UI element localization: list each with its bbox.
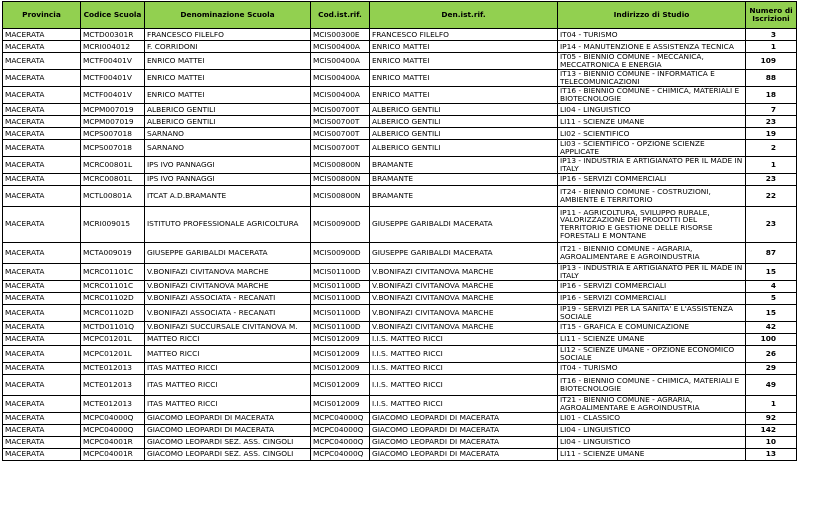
cell-cod-ist-rif: MCIS00800N [311, 185, 370, 206]
cell-den-ist-rif: GIUSEPPE GARIBALDI MACERATA [370, 242, 558, 263]
cell-indirizzo: LI11 - SCIENZE UMANE [558, 116, 746, 128]
table-row [3, 263, 797, 280]
cell-iscrizioni: 87 [746, 242, 797, 263]
table-row [3, 87, 797, 104]
cell-indirizzo: IP16 - SERVIZI COMMERCIALI [558, 173, 746, 185]
cell-denominazione: GIACOMO LEOPARDI DI MACERATA [145, 412, 311, 424]
cell-codice-scuola: MCRI004012 [81, 41, 145, 53]
cell-den-ist-rif: V.BONIFAZI CIVITANOVA MARCHE [370, 304, 558, 321]
table-row [3, 41, 797, 53]
cell-iscrizioni: 1 [746, 156, 797, 173]
table-row [3, 436, 797, 448]
cell-codice-scuola: MCPM007019 [81, 116, 145, 128]
cell-codice-scuola: MCPM007019 [81, 104, 145, 116]
cell-cod-ist-rif: MCIS00700T [311, 128, 370, 140]
cell-denominazione: ENRICO MATTEI [145, 70, 311, 87]
table-row [3, 53, 797, 70]
cell-provincia: MACERATA [3, 345, 81, 362]
cell-codice-scuola: MCTE012013 [81, 374, 145, 395]
cell-codice-scuola: MCTA009019 [81, 242, 145, 263]
cell-cod-ist-rif: MCIS012009 [311, 374, 370, 395]
cell-iscrizioni: 7 [746, 104, 797, 116]
cell-denominazione: SARNANO [145, 128, 311, 140]
cell-codice-scuola: MCRC01102D [81, 292, 145, 304]
cell-denominazione: GIACOMO LEOPARDI DI MACERATA [145, 424, 311, 436]
cell-den-ist-rif: BRAMANTE [370, 173, 558, 185]
table-row [3, 116, 797, 128]
cell-cod-ist-rif: MCPC04000Q [311, 448, 370, 460]
cell-indirizzo: LI02 - SCIENTIFICO [558, 128, 746, 140]
cell-indirizzo: IT16 - BIENNIO COMUNE - CHIMICA, MATERIALI E BIOTECNOLOGIE [558, 87, 746, 104]
cell-denominazione: ALBERICO GENTILI [145, 104, 311, 116]
table-row [3, 140, 797, 157]
cell-den-ist-rif: FRANCESCO FILELFO [370, 29, 558, 41]
cell-cod-ist-rif: MCIS01100D [311, 263, 370, 280]
cell-provincia: MACERATA [3, 304, 81, 321]
cell-provincia: MACERATA [3, 29, 81, 41]
header-cod-ist-rif: Cod.ist.rif. [311, 2, 370, 29]
cell-denominazione: MATTEO RICCI [145, 345, 311, 362]
cell-cod-ist-rif: MCIS01100D [311, 321, 370, 333]
cell-den-ist-rif: GIACOMO LEOPARDI DI MACERATA [370, 412, 558, 424]
cell-cod-ist-rif: MCIS00400A [311, 87, 370, 104]
cell-codice-scuola: MCPS007018 [81, 128, 145, 140]
cell-denominazione: F. CORRIDONI [145, 41, 311, 53]
cell-indirizzo: IP14 - MANUTENZIONE E ASSISTENZA TECNICA [558, 41, 746, 53]
table-row [3, 70, 797, 87]
cell-den-ist-rif: I.I.S. MATTEO RICCI [370, 395, 558, 412]
cell-cod-ist-rif: MCIS012009 [311, 362, 370, 374]
cell-iscrizioni: 22 [746, 185, 797, 206]
cell-cod-ist-rif: MCIS00400A [311, 53, 370, 70]
cell-cod-ist-rif: MCIS01100D [311, 280, 370, 292]
cell-denominazione: ENRICO MATTEI [145, 87, 311, 104]
cell-den-ist-rif: ALBERICO GENTILI [370, 128, 558, 140]
cell-indirizzo: IT21 - BIENNIO COMUNE - AGRARIA, AGROALIMENTARE E AGROINDUSTRIA [558, 242, 746, 263]
cell-denominazione: MATTEO RICCI [145, 333, 311, 345]
table-row [3, 362, 797, 374]
cell-codice-scuola: MCRC00801L [81, 173, 145, 185]
cell-codice-scuola: MCTD00301R [81, 29, 145, 41]
cell-provincia: MACERATA [3, 292, 81, 304]
cell-indirizzo: LI04 - LINGUISTICO [558, 104, 746, 116]
cell-indirizzo: IT21 - BIENNIO COMUNE - AGRARIA, AGROALIMENTARE E AGROINDUSTRIA [558, 395, 746, 412]
cell-den-ist-rif: BRAMANTE [370, 156, 558, 173]
header-row [3, 2, 797, 29]
cell-denominazione: IPS IVO PANNAGGI [145, 156, 311, 173]
cell-denominazione: ITAS MATTEO RICCI [145, 374, 311, 395]
cell-denominazione: ITAS MATTEO RICCI [145, 362, 311, 374]
cell-codice-scuola: MCPC01201L [81, 345, 145, 362]
cell-iscrizioni: 23 [746, 173, 797, 185]
cell-indirizzo: LI11 - SCIENZE UMANE [558, 448, 746, 460]
cell-denominazione: IPS IVO PANNAGGI [145, 173, 311, 185]
cell-indirizzo: IT16 - BIENNIO COMUNE - CHIMICA, MATERIALI E BIOTECNOLOGIE [558, 374, 746, 395]
spreadsheet [2, 1, 797, 461]
cell-den-ist-rif: ENRICO MATTEI [370, 41, 558, 53]
cell-iscrizioni: 88 [746, 70, 797, 87]
cell-indirizzo: IT24 - BIENNIO COMUNE - COSTRUZIONI, AMBIENTE E TERRITORIO [558, 185, 746, 206]
cell-codice-scuola: MCPS007018 [81, 140, 145, 157]
cell-provincia: MACERATA [3, 104, 81, 116]
cell-codice-scuola: MCTL00801A [81, 185, 145, 206]
cell-cod-ist-rif: MCIS00900D [311, 206, 370, 242]
header-den-ist-rif: Den.ist.rif. [370, 2, 558, 29]
cell-iscrizioni: 10 [746, 436, 797, 448]
cell-cod-ist-rif: MCIS00900D [311, 242, 370, 263]
header-denominazione-scuola: Denominazione Scuola [145, 2, 311, 29]
cell-indirizzo: LI11 - SCIENZE UMANE [558, 333, 746, 345]
cell-cod-ist-rif: MCIS012009 [311, 333, 370, 345]
cell-den-ist-rif: V.BONIFAZI CIVITANOVA MARCHE [370, 321, 558, 333]
cell-provincia: MACERATA [3, 87, 81, 104]
table-row [3, 321, 797, 333]
cell-indirizzo: IP13 - INDUSTRIA E ARTIGIANATO PER IL MADE IN ITALY [558, 263, 746, 280]
cell-den-ist-rif: I.I.S. MATTEO RICCI [370, 333, 558, 345]
cell-provincia: MACERATA [3, 448, 81, 460]
table-row [3, 412, 797, 424]
cell-iscrizioni: 49 [746, 374, 797, 395]
cell-denominazione: GIACOMO LEOPARDI SEZ. ASS. CINGOLI [145, 448, 311, 460]
enrollment-table [2, 1, 797, 461]
cell-cod-ist-rif: MCIS00700T [311, 104, 370, 116]
table-row [3, 156, 797, 173]
cell-provincia: MACERATA [3, 173, 81, 185]
cell-den-ist-rif: ENRICO MATTEI [370, 53, 558, 70]
cell-cod-ist-rif: MCIS012009 [311, 395, 370, 412]
cell-indirizzo: IT04 - TURISMO [558, 29, 746, 41]
table-row [3, 374, 797, 395]
cell-codice-scuola: MCTE012013 [81, 395, 145, 412]
cell-den-ist-rif: BRAMANTE [370, 185, 558, 206]
cell-provincia: MACERATA [3, 140, 81, 157]
table-row [3, 128, 797, 140]
cell-cod-ist-rif: MCPC04000Q [311, 424, 370, 436]
cell-cod-ist-rif: MCIS01100D [311, 304, 370, 321]
table-row [3, 185, 797, 206]
table-row [3, 242, 797, 263]
table-row [3, 345, 797, 362]
cell-iscrizioni: 100 [746, 333, 797, 345]
cell-cod-ist-rif: MCIS01100D [311, 292, 370, 304]
cell-den-ist-rif: ALBERICO GENTILI [370, 116, 558, 128]
cell-iscrizioni: 15 [746, 263, 797, 280]
cell-codice-scuola: MCTF00401V [81, 87, 145, 104]
cell-codice-scuola: MCRI009015 [81, 206, 145, 242]
cell-provincia: MACERATA [3, 116, 81, 128]
cell-iscrizioni: 3 [746, 29, 797, 41]
cell-codice-scuola: MCPC04000Q [81, 412, 145, 424]
cell-codice-scuola: MCTF00401V [81, 70, 145, 87]
cell-indirizzo: IT13 - BIENNIO COMUNE - INFORMATICA E TELECOMUNICAZIONI [558, 70, 746, 87]
cell-codice-scuola: MCTE012013 [81, 362, 145, 374]
table-row [3, 280, 797, 292]
cell-iscrizioni: 5 [746, 292, 797, 304]
cell-iscrizioni: 92 [746, 412, 797, 424]
header-provincia: Provincia [3, 2, 81, 29]
table-row [3, 29, 797, 41]
cell-iscrizioni: 13 [746, 448, 797, 460]
header-indirizzo-di-studio: Indirizzo di Studio [558, 2, 746, 29]
cell-den-ist-rif: I.I.S. MATTEO RICCI [370, 374, 558, 395]
cell-codice-scuola: MCPC04000Q [81, 424, 145, 436]
cell-indirizzo: LI04 - LINGUISTICO [558, 436, 746, 448]
cell-den-ist-rif: V.BONIFAZI CIVITANOVA MARCHE [370, 280, 558, 292]
cell-indirizzo: IP13 - INDUSTRIA E ARTIGIANATO PER IL MADE IN ITALY [558, 156, 746, 173]
cell-indirizzo: LI01 - CLASSICO [558, 412, 746, 424]
cell-den-ist-rif: I.I.S. MATTEO RICCI [370, 345, 558, 362]
cell-codice-scuola: MCPC01201L [81, 333, 145, 345]
cell-provincia: MACERATA [3, 321, 81, 333]
cell-den-ist-rif: V.BONIFAZI CIVITANOVA MARCHE [370, 292, 558, 304]
cell-codice-scuola: MCRC01101C [81, 263, 145, 280]
cell-codice-scuola: MCPC04001R [81, 448, 145, 460]
cell-denominazione: V.BONIFAZI SUCCURSALE CIVITANOVA M. [145, 321, 311, 333]
cell-codice-scuola: MCRC01101C [81, 280, 145, 292]
cell-iscrizioni: 23 [746, 206, 797, 242]
cell-den-ist-rif: GIACOMO LEOPARDI DI MACERATA [370, 424, 558, 436]
cell-denominazione: ENRICO MATTEI [145, 53, 311, 70]
cell-provincia: MACERATA [3, 333, 81, 345]
cell-provincia: MACERATA [3, 53, 81, 70]
cell-iscrizioni: 29 [746, 362, 797, 374]
cell-den-ist-rif: V.BONIFAZI CIVITANOVA MARCHE [370, 263, 558, 280]
cell-provincia: MACERATA [3, 395, 81, 412]
cell-den-ist-rif: GIACOMO LEOPARDI DI MACERATA [370, 448, 558, 460]
cell-indirizzo: IP16 - SERVIZI COMMERCIALI [558, 292, 746, 304]
cell-provincia: MACERATA [3, 374, 81, 395]
cell-cod-ist-rif: MCIS00800N [311, 173, 370, 185]
table-row [3, 104, 797, 116]
cell-denominazione: ALBERICO GENTILI [145, 116, 311, 128]
table-row [3, 173, 797, 185]
cell-iscrizioni: 1 [746, 41, 797, 53]
cell-provincia: MACERATA [3, 436, 81, 448]
cell-iscrizioni: 42 [746, 321, 797, 333]
cell-codice-scuola: MCTF00401V [81, 53, 145, 70]
cell-provincia: MACERATA [3, 412, 81, 424]
cell-iscrizioni: 18 [746, 87, 797, 104]
cell-cod-ist-rif: MCIS012009 [311, 345, 370, 362]
cell-cod-ist-rif: MCPC04000Q [311, 436, 370, 448]
cell-indirizzo: IT15 - GRAFICA E COMUNICAZIONE [558, 321, 746, 333]
cell-provincia: MACERATA [3, 156, 81, 173]
cell-provincia: MACERATA [3, 424, 81, 436]
cell-cod-ist-rif: MCIS00700T [311, 140, 370, 157]
table-row [3, 395, 797, 412]
cell-provincia: MACERATA [3, 185, 81, 206]
cell-denominazione: ITCAT A.D.BRAMANTE [145, 185, 311, 206]
cell-denominazione: FRANCESCO FILELFO [145, 29, 311, 41]
cell-provincia: MACERATA [3, 242, 81, 263]
table-row [3, 292, 797, 304]
cell-provincia: MACERATA [3, 280, 81, 292]
cell-denominazione: V.BONIFAZI CIVITANOVA MARCHE [145, 280, 311, 292]
header-numero-iscrizioni: Numero di Iscrizioni [746, 2, 797, 29]
cell-denominazione: SARNANO [145, 140, 311, 157]
cell-den-ist-rif: I.I.S. MATTEO RICCI [370, 362, 558, 374]
cell-indirizzo: IT05 - BIENNIO COMUNE - MECCANICA, MECCATRONICA E ENERGIA [558, 53, 746, 70]
cell-iscrizioni: 2 [746, 140, 797, 157]
cell-den-ist-rif: GIUSEPPE GARIBALDI MACERATA [370, 206, 558, 242]
cell-iscrizioni: 109 [746, 53, 797, 70]
header-codice-scuola: Codice Scuola [81, 2, 145, 29]
cell-provincia: MACERATA [3, 362, 81, 374]
cell-iscrizioni: 1 [746, 395, 797, 412]
cell-denominazione: V.BONIFAZI CIVITANOVA MARCHE [145, 263, 311, 280]
table-body [3, 29, 797, 461]
cell-cod-ist-rif: MCIS00700T [311, 116, 370, 128]
cell-denominazione: GIACOMO LEOPARDI SEZ. ASS. CINGOLI [145, 436, 311, 448]
cell-iscrizioni: 142 [746, 424, 797, 436]
cell-provincia: MACERATA [3, 128, 81, 140]
cell-den-ist-rif: ENRICO MATTEI [370, 87, 558, 104]
cell-provincia: MACERATA [3, 206, 81, 242]
cell-indirizzo: LI12 - SCIENZE UMANE - OPZIONE ECONOMICO SOCIALE [558, 345, 746, 362]
table-row [3, 333, 797, 345]
table-row [3, 304, 797, 321]
cell-indirizzo: IT04 - TURISMO [558, 362, 746, 374]
cell-den-ist-rif: ALBERICO GENTILI [370, 104, 558, 116]
cell-codice-scuola: MCTD01101Q [81, 321, 145, 333]
cell-indirizzo: LI04 - LINGUISTICO [558, 424, 746, 436]
cell-den-ist-rif: ENRICO MATTEI [370, 70, 558, 87]
cell-indirizzo: LI03 - SCIENTIFICO - OPZIONE SCIENZE APPLICATE [558, 140, 746, 157]
table-row [3, 448, 797, 460]
cell-cod-ist-rif: MCIS00400A [311, 41, 370, 53]
cell-cod-ist-rif: MCIS00300E [311, 29, 370, 41]
cell-indirizzo: IP16 - SERVIZI COMMERCIALI [558, 280, 746, 292]
cell-provincia: MACERATA [3, 263, 81, 280]
cell-iscrizioni: 15 [746, 304, 797, 321]
cell-cod-ist-rif: MCPC04000Q [311, 412, 370, 424]
cell-codice-scuola: MCRC00801L [81, 156, 145, 173]
cell-codice-scuola: MCRC01102D [81, 304, 145, 321]
cell-denominazione: V.BONIFAZI ASSOCIATA - RECANATI [145, 304, 311, 321]
cell-provincia: MACERATA [3, 41, 81, 53]
cell-iscrizioni: 26 [746, 345, 797, 362]
cell-iscrizioni: 4 [746, 280, 797, 292]
cell-provincia: MACERATA [3, 70, 81, 87]
cell-iscrizioni: 23 [746, 116, 797, 128]
cell-den-ist-rif: GIACOMO LEOPARDI DI MACERATA [370, 436, 558, 448]
cell-indirizzo: IP19 - SERVIZI PER LA SANITA' E L'ASSISTENZA SOCIALE [558, 304, 746, 321]
cell-cod-ist-rif: MCIS00400A [311, 70, 370, 87]
cell-denominazione: ISTITUTO PROFESSIONALE AGRICOLTURA [145, 206, 311, 242]
cell-den-ist-rif: ALBERICO GENTILI [370, 140, 558, 157]
table-row [3, 424, 797, 436]
cell-codice-scuola: MCPC04001R [81, 436, 145, 448]
cell-iscrizioni: 19 [746, 128, 797, 140]
cell-indirizzo: IP11 - AGRICOLTURA, SVILUPPO RURALE, VALORIZZAZIONE DEI PRODOTTI DEL TERRITORIO E GESTIONE DELLE RISORSE FORESTALI E MONTANE [558, 206, 746, 242]
cell-cod-ist-rif: MCIS00800N [311, 156, 370, 173]
cell-denominazione: GIUSEPPE GARIBALDI MACERATA [145, 242, 311, 263]
table-row [3, 206, 797, 242]
cell-denominazione: ITAS MATTEO RICCI [145, 395, 311, 412]
cell-denominazione: V.BONIFAZI ASSOCIATA - RECANATI [145, 292, 311, 304]
